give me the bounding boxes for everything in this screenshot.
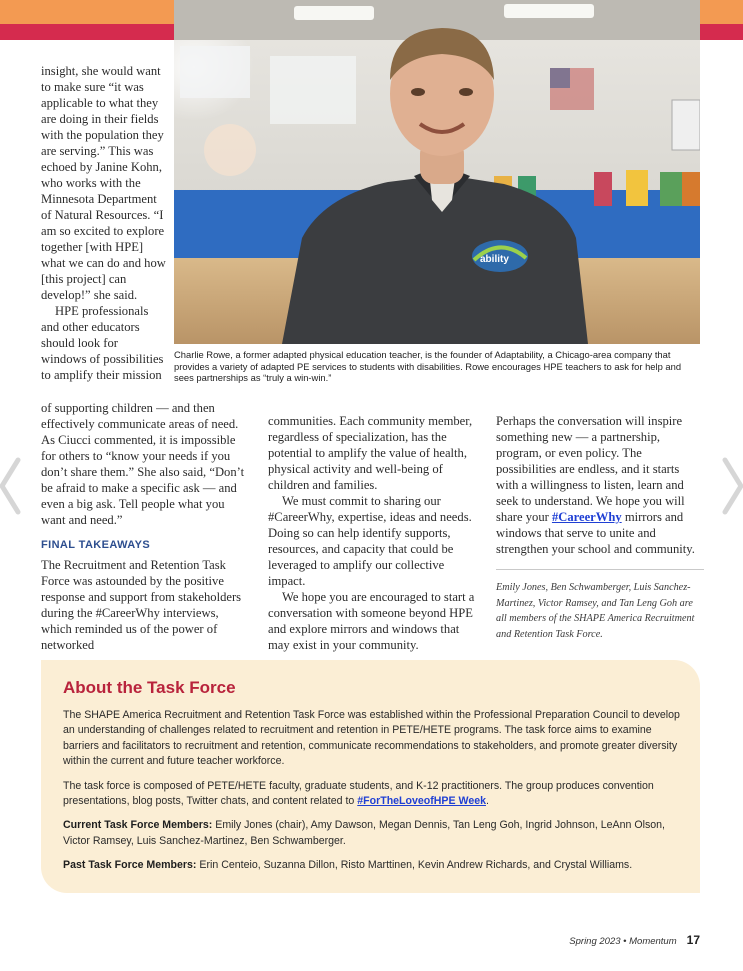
about-paragraph-1: The SHAPE America Recruitment and Retention Task Force was established within the Professional Preparation Council to develop an understanding of challenges related to recruitment and retention in PETE/HETE programs. The task force aims to examine barriers and facilitators to recruitment and retention, communicate recommendations to stakeholders, and promote greater diversity within the current and future teacher workforce. <box>63 709 680 768</box>
author-credit: Emily Jones, Ben Schwamberger, Luis Sanchez-Martinez, Victor Ramsey, and Tan Leng Goh are all members of the SHAPE America Recruitment and Retention Task Force. <box>496 582 695 640</box>
column-1-paragraph-1: insight, she would want to make sure “it was applicable to what they are doing in their fields with the population they are serving.” This was echoed by Janine Kohn, who works with the Minnesota Department of Natural Resources. “I am so excited to explore together [with HPE] what we can do and how [this project] can develop!” she said. <box>41 64 166 302</box>
column-1-paragraph-2-start: HPE professionals and other educators should look for windows of possibilities to amplify their mission <box>41 304 164 382</box>
photo-caption: Charlie Rowe, a former adapted physical education teacher, is the founder of Adaptability, a Chicago-area company that provides a variety of adapted PE services to students with disabilities. Rowe encourages HPE teachers to ask for help and sees partnerships as “truly a win-win.” <box>174 349 682 384</box>
top-orange-bar-right <box>700 0 743 24</box>
current-members-names: Emily Jones (chair), Amy Dawson, Megan Dennis, Tan Leng Goh, Ingrid Johnson, LeAnn Olson, Victor Ramsey, Luis Sanchez-Martinez, Ben Schwamberger. <box>63 819 665 847</box>
chevron-right-icon <box>719 456 743 516</box>
issue-label: Spring 2023 • Momentum <box>569 936 677 947</box>
past-members-label: Past Task Force Members: <box>63 859 197 872</box>
fortheloveofhpe-link[interactable]: #ForTheLoveofHPE Week <box>357 795 486 808</box>
about-paragraph-2-end: . <box>486 795 489 808</box>
column-2-paragraph-3: We hope you are encouraged to start a conversation with someone beyond HPE and explore mirrors and windows that may exist in your community. <box>268 590 475 652</box>
column-3 <box>496 413 704 642</box>
about-task-force-box <box>41 660 700 893</box>
about-task-force-title: About the Task Force <box>63 678 236 697</box>
top-red-bar-right <box>700 24 743 40</box>
top-red-bar <box>0 24 174 40</box>
top-orange-bar <box>0 0 174 24</box>
previous-page-button[interactable] <box>0 456 24 516</box>
chevron-left-icon <box>0 456 24 516</box>
feature-photo <box>174 0 700 344</box>
column-2-paragraph-2: We must commit to sharing our #CareerWhy, expertise, ideas and needs. Doing so can help identify supports, resources, and capacity that could be leveraged to amplify our collective impact. <box>268 494 472 588</box>
column-2 <box>268 413 480 653</box>
current-members <box>63 818 683 849</box>
past-members-names: Erin Centeio, Suzanna Dillon, Risto Marttinen, Kevin Andrew Richards, and Crystal Williams. <box>196 859 633 872</box>
column-3-text-before-link: Perhaps the conversation will inspire something new — a partnership, program, or even policy. The possibilities are endless, and it starts with a willingness to listen, learn and seek to understand. We hope you will share your <box>496 414 685 524</box>
column-1-narrow <box>41 63 166 383</box>
gym-portrait-illustration <box>174 0 700 344</box>
next-page-button[interactable] <box>719 456 743 516</box>
column-2-paragraph-1: communities. Each community member, regardless of specialization, has the potential to amplify the value of health, physical activity and well-being of children and families. <box>268 414 473 492</box>
current-members-label: Current Task Force Members: <box>63 819 213 832</box>
column-3-paragraph-1 <box>496 413 704 557</box>
column-3-text-after-link: mirrors and windows that serve to unite and strengthen your school and community. <box>496 510 695 556</box>
column-1-paragraph-3: The Recruitment and Retention Task Force was astounded by the positive response and support from stakeholders during the #CareerWhy interviews, which reminded us of the power of networked <box>41 558 242 652</box>
about-task-force-body <box>63 708 683 883</box>
about-paragraph-2 <box>63 779 683 810</box>
page-footer <box>569 933 700 947</box>
column-1-paragraph-2-continued: of supporting children — and then effectively communicate areas of need. As Ciucci commented, it is impossible for others to “know your needs if you don’t share them.” She also said, “Don’t be afraid to make a specific ask — and even a big ask. Tell people what you want and need.” <box>41 401 245 527</box>
about-paragraph-2-text: The task force is composed of PETE/HETE faculty, graduate students, and K-12 practitioners. The group produces convention presentations, blog posts, Twitter chats, and content related to <box>63 779 654 808</box>
credit-divider <box>496 569 704 570</box>
past-members <box>63 858 683 873</box>
careerwhy-link[interactable]: #CareerWhy <box>551 510 622 524</box>
final-takeaways-heading: FINAL TAKEAWAYS <box>41 539 151 551</box>
shirt-logo-text: ability <box>480 254 509 265</box>
page-number: 17 <box>686 933 700 947</box>
column-1-wide <box>41 400 251 653</box>
